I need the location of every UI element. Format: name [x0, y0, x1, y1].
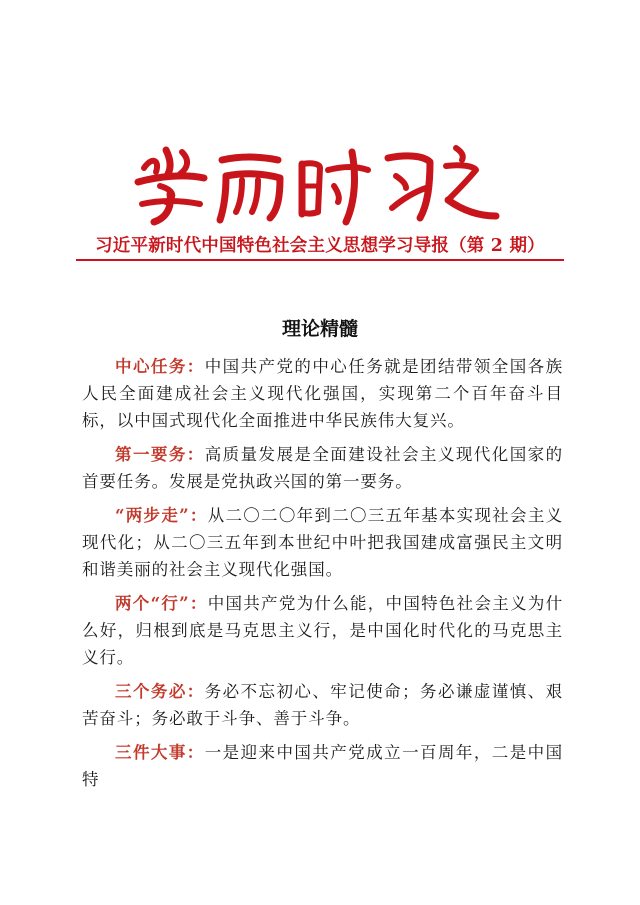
paragraph-three-musts	[82, 678, 563, 732]
paragraph-two-steps	[82, 502, 563, 583]
term-label: 第一要务：	[115, 445, 205, 464]
paragraph-text: 务必不忘初心、牢记使命；务必谦虚谨慎、艰苦奋斗；务必敢于斗争、善于斗争。	[82, 682, 563, 728]
section-title: 理论精髓	[281, 318, 358, 340]
subtitle-divider	[76, 259, 564, 261]
paragraph-text: 一是迎来中国共产党成立一百周年，二是中国特	[82, 743, 563, 789]
term-label: 中心任务：	[115, 357, 205, 376]
term-label: 两个“行”：	[115, 594, 208, 613]
newsletter-subtitle: 习近平新时代中国特色社会主义思想学习导报（第 2 期）	[95, 236, 545, 256]
paragraph-three-events	[82, 739, 563, 793]
paragraph-text: 中国共产党的中心任务就是团结带领全国各族人民全面建成社会主义现代化强国，实现第二个百年奋斗目标，以中国式现代化全面推进中华民族伟大复兴。	[82, 357, 563, 430]
calligraphy-masthead-logo	[130, 138, 500, 226]
calligraphy-logo-image	[130, 138, 500, 226]
term-label: 三件大事：	[115, 743, 205, 762]
article-body	[82, 353, 563, 843]
paragraph-text: 从二〇二〇年到二〇三五年基本实现社会主义现代化；从二〇三五年到本世纪中叶把我国建成富强民主文明和谐美丽的社会主义现代化强国。	[82, 506, 563, 579]
paragraph-text: 高质量发展是全面建设社会主义现代化国家的首要任务。发展是党执政兴国的第一要务。	[82, 445, 563, 491]
paragraph-first-priority	[82, 441, 563, 495]
paragraph-text: 中国共产党为什么能，中国特色社会主义为什么好，归根到底是马克思主义行，是中国化时代化的马克思主义行。	[82, 594, 563, 667]
term-label: 三个务必：	[115, 682, 205, 701]
term-label: “两步走”：	[115, 506, 208, 525]
paragraph-central-task	[82, 353, 563, 434]
paragraph-two-works	[82, 590, 563, 671]
